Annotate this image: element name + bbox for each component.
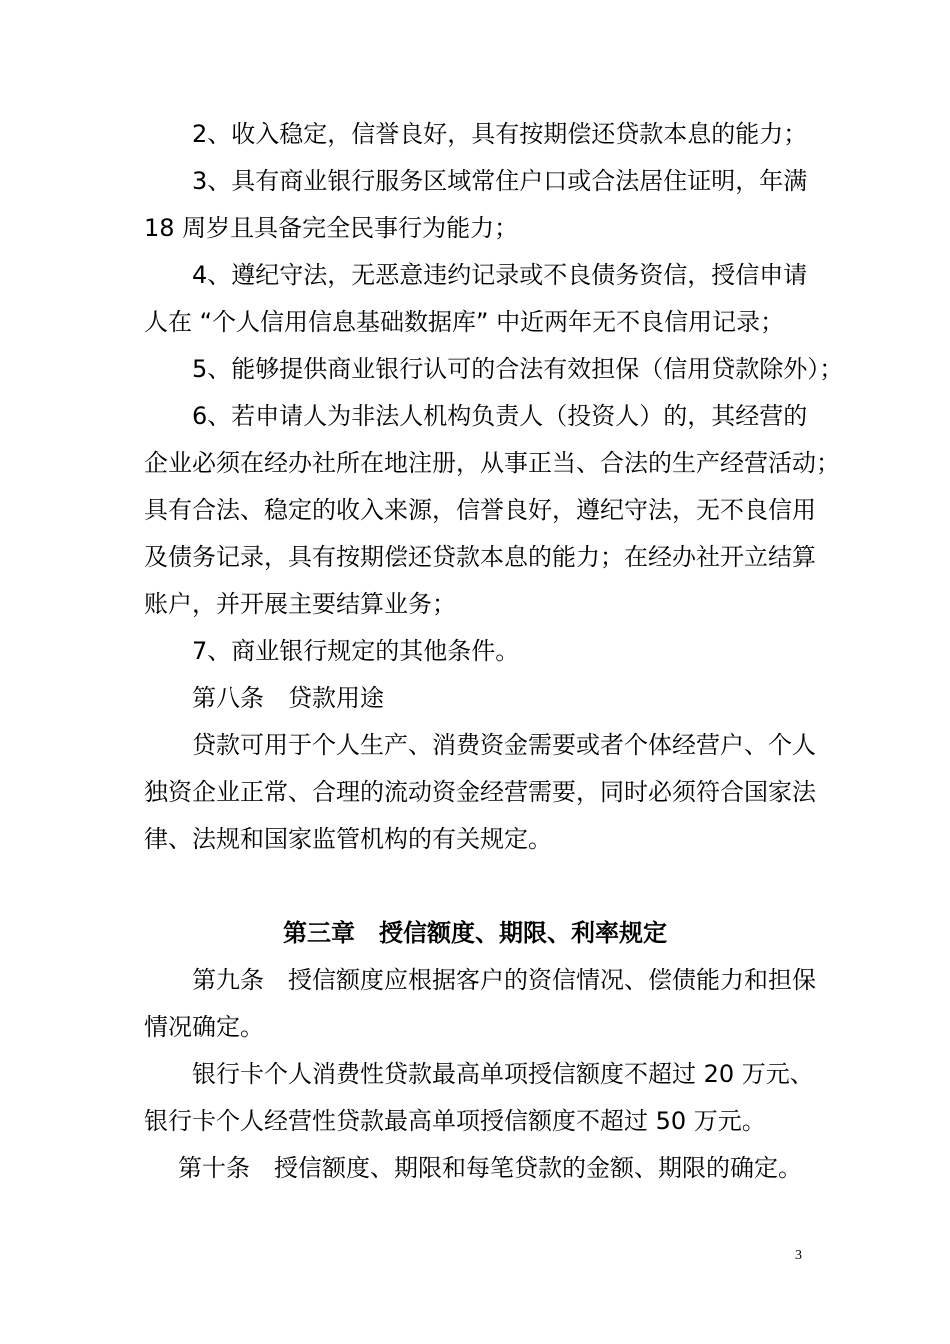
paragraph-line: 3、具有商业银行服务区域常住户口或合法居住证明，年满 (192, 167, 808, 195)
paragraph-line: 情况确定。 (144, 1013, 264, 1041)
paragraph-line: 5、能够提供商业银行认可的合法有效担保（信用贷款除外）； (192, 355, 844, 383)
chapter-heading: 第三章 授信额度、期限、利率规定 (283, 919, 667, 947)
paragraph-line: 人在 “个人信用信息基础数据库” 中近两年无不良信用记录； (144, 308, 785, 336)
paragraph-line: 及债务记录，具有按期偿还贷款本息的能力；在经办社开立结算 (144, 543, 816, 571)
paragraph-line: 银行卡个人经营性贷款最高单项授信额度不超过 50 万元。 (144, 1107, 766, 1135)
article-heading: 第八条 贷款用途 (192, 684, 384, 712)
paragraph-line: 贷款可用于个人生产、消费资金需要或者个体经营户、个人 (192, 731, 816, 759)
paragraph-line: 6、若申请人为非法人机构负责人（投资人）的，其经营的 (192, 402, 808, 430)
paragraph-line: 第九条 授信额度应根据客户的资信情况、偿债能力和担保 (192, 966, 816, 994)
paragraph-line: 4、遵纪守法，无恶意违约记录或不良债务资信，授信申请 (192, 261, 808, 289)
paragraph-line: 账户，并开展主要结算业务； (144, 590, 456, 618)
paragraph-line: 具有合法、稳定的收入来源，信誉良好，遵纪守法，无不良信用 (144, 496, 816, 524)
paragraph-line: 7、商业银行规定的其他条件。 (192, 637, 520, 665)
paragraph-line: 律、法规和国家监管机构的有关规定。 (144, 825, 552, 853)
paragraph-line: 18 周岁且具备完全民事行为能力； (144, 214, 519, 242)
paragraph-line: 企业必须在经办社所在地注册，从事正当、合法的生产经营活动； (144, 449, 840, 477)
paragraph-line: 独资企业正常、合理的流动资金经营需要，同时必须符合国家法 (144, 778, 816, 806)
paragraph-line: 2、收入稳定，信誉良好，具有按期偿还贷款本息的能力； (192, 120, 808, 148)
page-number: 3 (795, 1248, 802, 1263)
paragraph-line: 银行卡个人消费性贷款最高单项授信额度不超过 20 万元、 (192, 1060, 814, 1088)
article-heading: 第十条 授信额度、期限和每笔贷款的金额、期限的确定。 (178, 1154, 802, 1182)
